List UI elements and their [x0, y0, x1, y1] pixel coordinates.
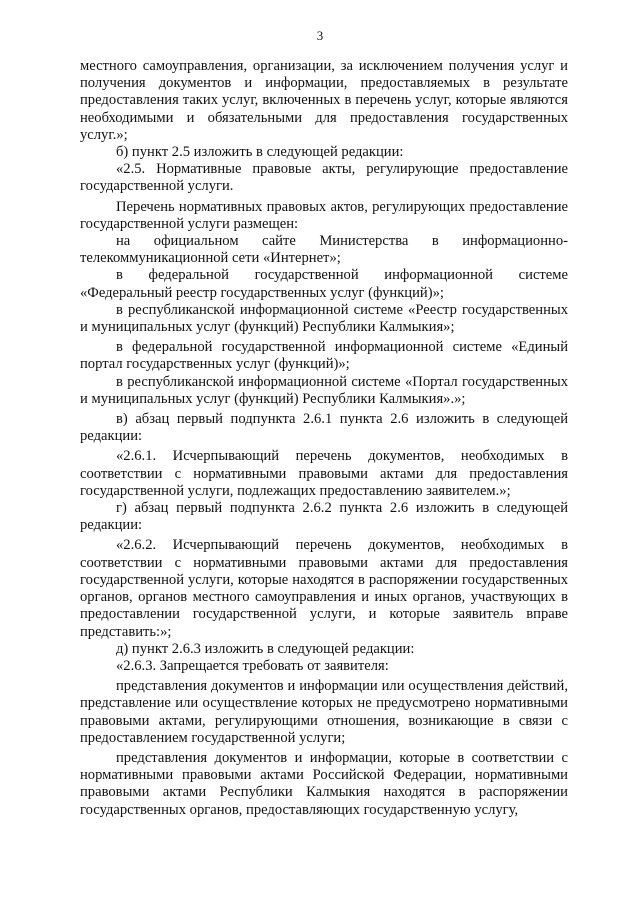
paragraph: представления документов и информации, которые в соответствии с нормативными правовыми актами Российской Федерации, нормативными правовыми актами Республики Калмыкия находятся в распоряжении государственных органов, предоставляющих государственную услугу, [80, 749, 568, 818]
paragraph: г) абзац первый подпункта 2.6.2 пункта 2.6 изложить в следующей редакции: [80, 500, 568, 534]
page-number: 3 [316, 28, 324, 43]
paragraph: «2.5. Нормативные правовые акты, регулирующие предоставление государственной услуги. [80, 161, 568, 195]
paragraph: «2.6.3. Запрещается требовать от заявителя: [116, 657, 389, 674]
paragraph: в федеральной государственной информационной системе «Единый портал государственных услуг (функций)»; [80, 339, 568, 373]
paragraph: в) абзац первый подпункта 2.6.1 пункта 2.6 изложить в следующей редакции: [80, 411, 568, 445]
paragraph: местного самоуправления, организации, за исключением получения услуг и получения документов и информации, предоставляемых в результате предоставления таких услуг, включенных в перечень услуг, которые являются необходимыми и обязательными для предоставления государственных услуг.»; [80, 58, 568, 143]
paragraph: «2.6.2. Исчерпывающий перечень документов, необходимых в соответствии с нормативными правовыми актами для предоставления государственной услуги, которые находятся в распоряжении государственных органов, органов местного самоуправления и иных органов, участвующих в предоставлении государственной услуги, и которые заявитель вправе представить:»; [80, 537, 568, 640]
paragraph: в федеральной государственной информационной системе «Федеральный реестр государственных услуг (функций)»; [80, 267, 568, 301]
document-body [80, 58, 568, 819]
paragraph: Перечень нормативных правовых актов, регулирующих предоставление государственной услуги размещен: [80, 198, 568, 232]
paragraph: б) пункт 2.5 изложить в следующей редакции: [116, 144, 404, 161]
paragraph: представления документов и информации или осуществления действий, представление или осуществление которых не предусмотрено нормативными правовыми актами, регулирующими отношения, возникающие в связи с предоставлением государственной услуги; [80, 678, 568, 746]
paragraph: д) пункт 2.6.3 изложить в следующей редакции: [116, 640, 415, 657]
paragraph: в республиканской информационной системе «Реестр государственных и муниципальных услуг (функций) Республики Калмыкия»; [80, 301, 568, 336]
paragraph: на официальном сайте Министерства в информационно-телекоммуникационной сети «Интернет»; [80, 233, 568, 267]
paragraph: в республиканской информационной системе «Портал государственных и муниципальных услуг (функций) Республики Калмыкия».»; [80, 373, 568, 407]
paragraph: «2.6.1. Исчерпывающий перечень документов, необходимых в соответствии с нормативными правовыми актами для предоставления государственной услуги, подлежащих предоставлению заявителем.»; [80, 448, 568, 499]
